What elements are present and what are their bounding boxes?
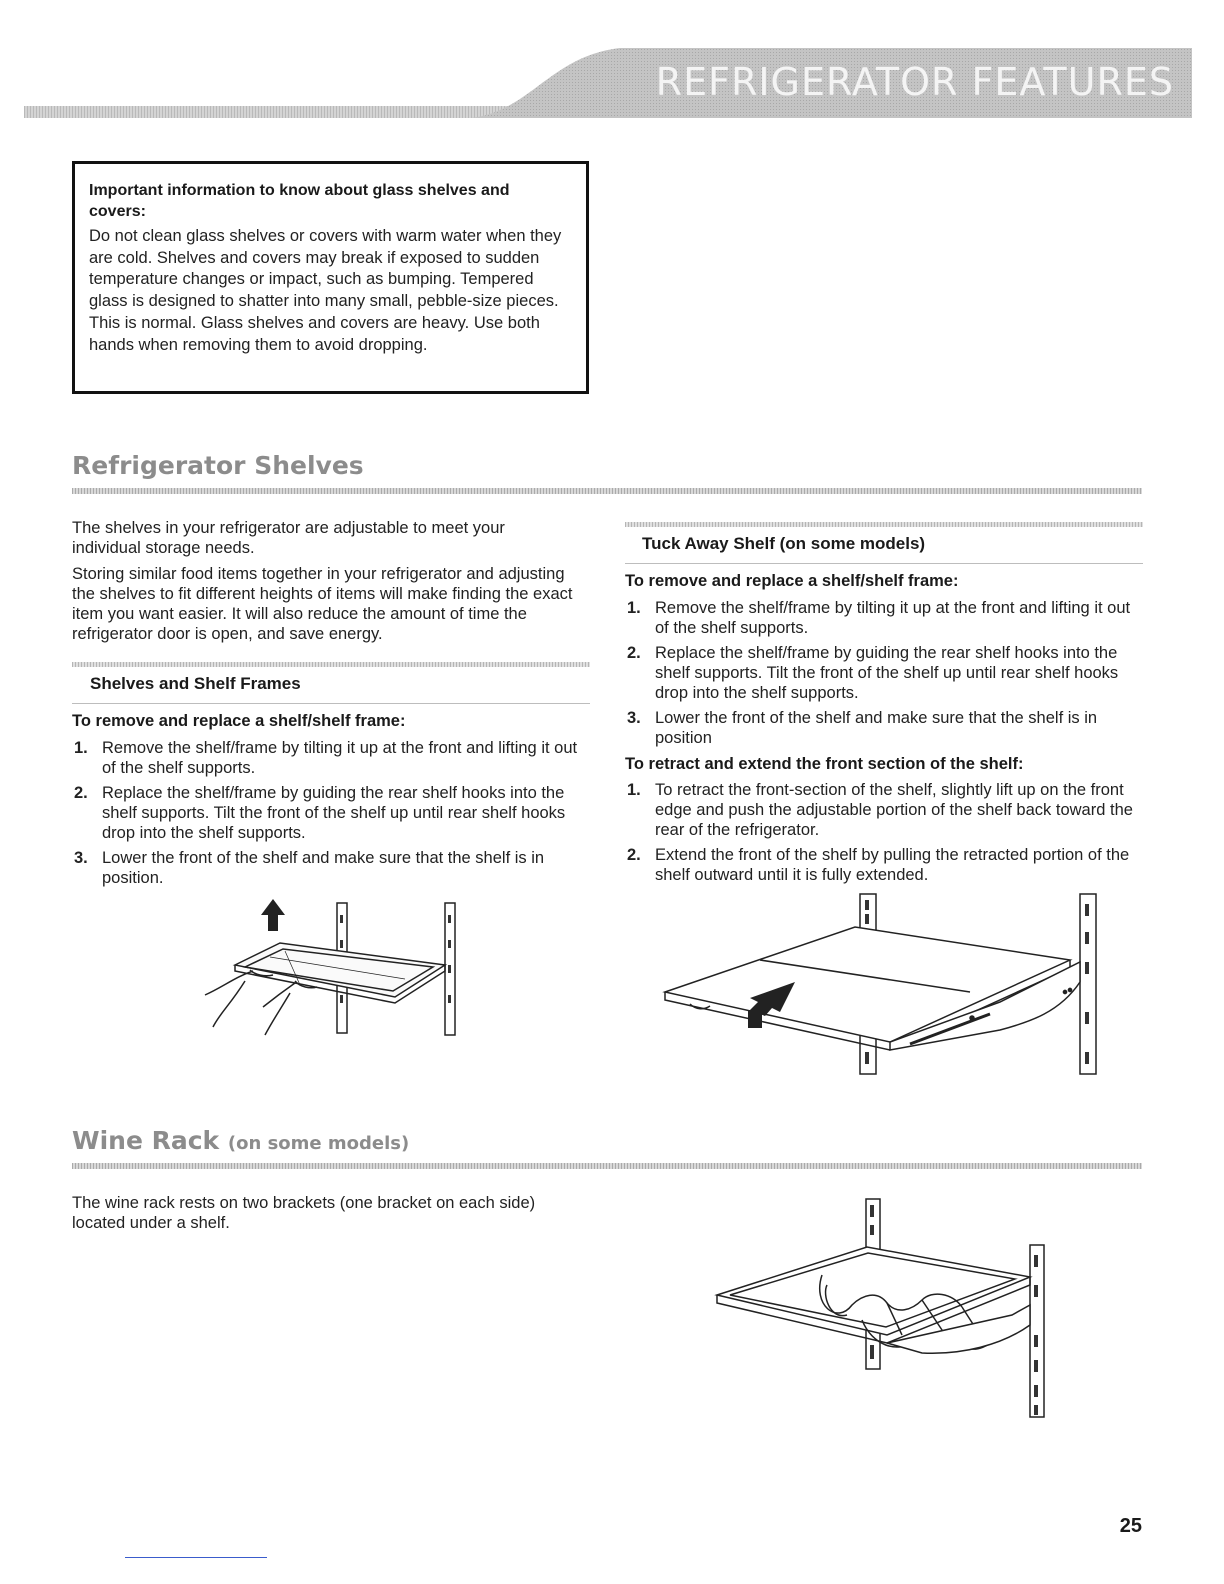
list-item: 3. Lower the front of the shelf and make sure that the shelf is in position xyxy=(627,709,1098,747)
wine-rack-title-suffix: (on some models) xyxy=(227,1133,410,1154)
procedure-heading: To retract and extend the front section of the shelf: xyxy=(625,755,1024,773)
list-item: 2. Replace the shelf/frame by guiding the rear shelf hooks into the shelf supports. Tilt the front of the shelf up until rear shelf hooks drop into the shelf supports. xyxy=(74,784,566,842)
shelves-intro-1: The shelves in your refrigerator are adjustable to meet your individual storage needs. xyxy=(72,519,505,557)
section-rule xyxy=(72,1163,1142,1169)
subsection-rule xyxy=(625,522,1143,527)
glass-shelves-notice xyxy=(72,161,589,394)
procedure-heading: To remove and replace a shelf/shelf frame: xyxy=(72,712,406,730)
section-title-shelves: Refrigerator Shelves xyxy=(72,451,364,480)
page-title: REFRIGERATOR FEATURES xyxy=(655,60,1174,104)
tuck-away-shelf-illustration xyxy=(660,892,1110,1082)
tuck-away-steps xyxy=(625,598,1143,753)
subheading-shelf-frames: Shelves and Shelf Frames xyxy=(90,674,301,693)
procedure-heading: To remove and replace a shelf/shelf frame: xyxy=(625,572,959,590)
subsection-rule xyxy=(72,662,590,667)
list-item: 1. To retract the front-section of the shelf, slightly lift up on the front edge and push the adjustable portion of the shelf back toward the rear of the refrigerator. xyxy=(627,781,1133,839)
subsection-underline xyxy=(72,703,590,704)
list-item: 1. Remove the shelf/frame by tilting it up at the front and lifting it out of the shelf supports. xyxy=(74,739,578,777)
list-item: 1. Remove the shelf/frame by tilting it up at the front and lifting it out of the shelf supports. xyxy=(627,599,1131,637)
footer-line xyxy=(125,1557,267,1558)
subsection-underline xyxy=(625,563,1143,564)
retract-extend-steps xyxy=(625,780,1143,890)
notice-title: Important information to know about glass shelves and covers: xyxy=(89,182,510,220)
wine-rack-title: Wine Rack xyxy=(72,1126,220,1155)
list-item: 2. Extend the front of the shelf by pulling the retracted portion of the shelf outward until it is fully extended. xyxy=(627,846,1130,884)
shelf-removal-illustration xyxy=(195,895,475,1070)
notice-body: Do not clean glass shelves or covers with warm water when they are cold. Shelves and covers may break if exposed to sudden temperature changes or impact, such as bumping. Tempered glass is designed to shatter into many small, pebble-size pieces. This is normal. Glass shelves and covers are heavy. Use both hands when removing them to avoid dropping. xyxy=(89,227,562,354)
list-item: 3. Lower the front of the shelf and make sure that the shelf is in position. xyxy=(74,849,545,887)
section-title-wine-rack xyxy=(72,1126,409,1155)
shelves-intro-2: Storing similar food items together in your refrigerator and adjusting the shelves to fit different heights of items will make finding the exact item you want easier. It will also reduce the amount of time the refrigerator door is open, and save energy. xyxy=(72,565,573,643)
shelf-frames-steps xyxy=(72,738,590,893)
wine-rack-illustration xyxy=(712,1195,1057,1425)
section-rule xyxy=(72,488,1142,494)
wine-rack-body: The wine rack rests on two brackets (one bracket on each side) located under a shelf. xyxy=(72,1194,536,1232)
page-number: 25 xyxy=(1119,1515,1142,1537)
list-item: 2. Replace the shelf/frame by guiding the rear shelf hooks into the shelf supports. Tilt the front of the shelf up until rear shelf hooks drop into the shelf supports. xyxy=(627,644,1119,702)
subheading-tuck-away: Tuck Away Shelf (on some models) xyxy=(642,534,926,553)
